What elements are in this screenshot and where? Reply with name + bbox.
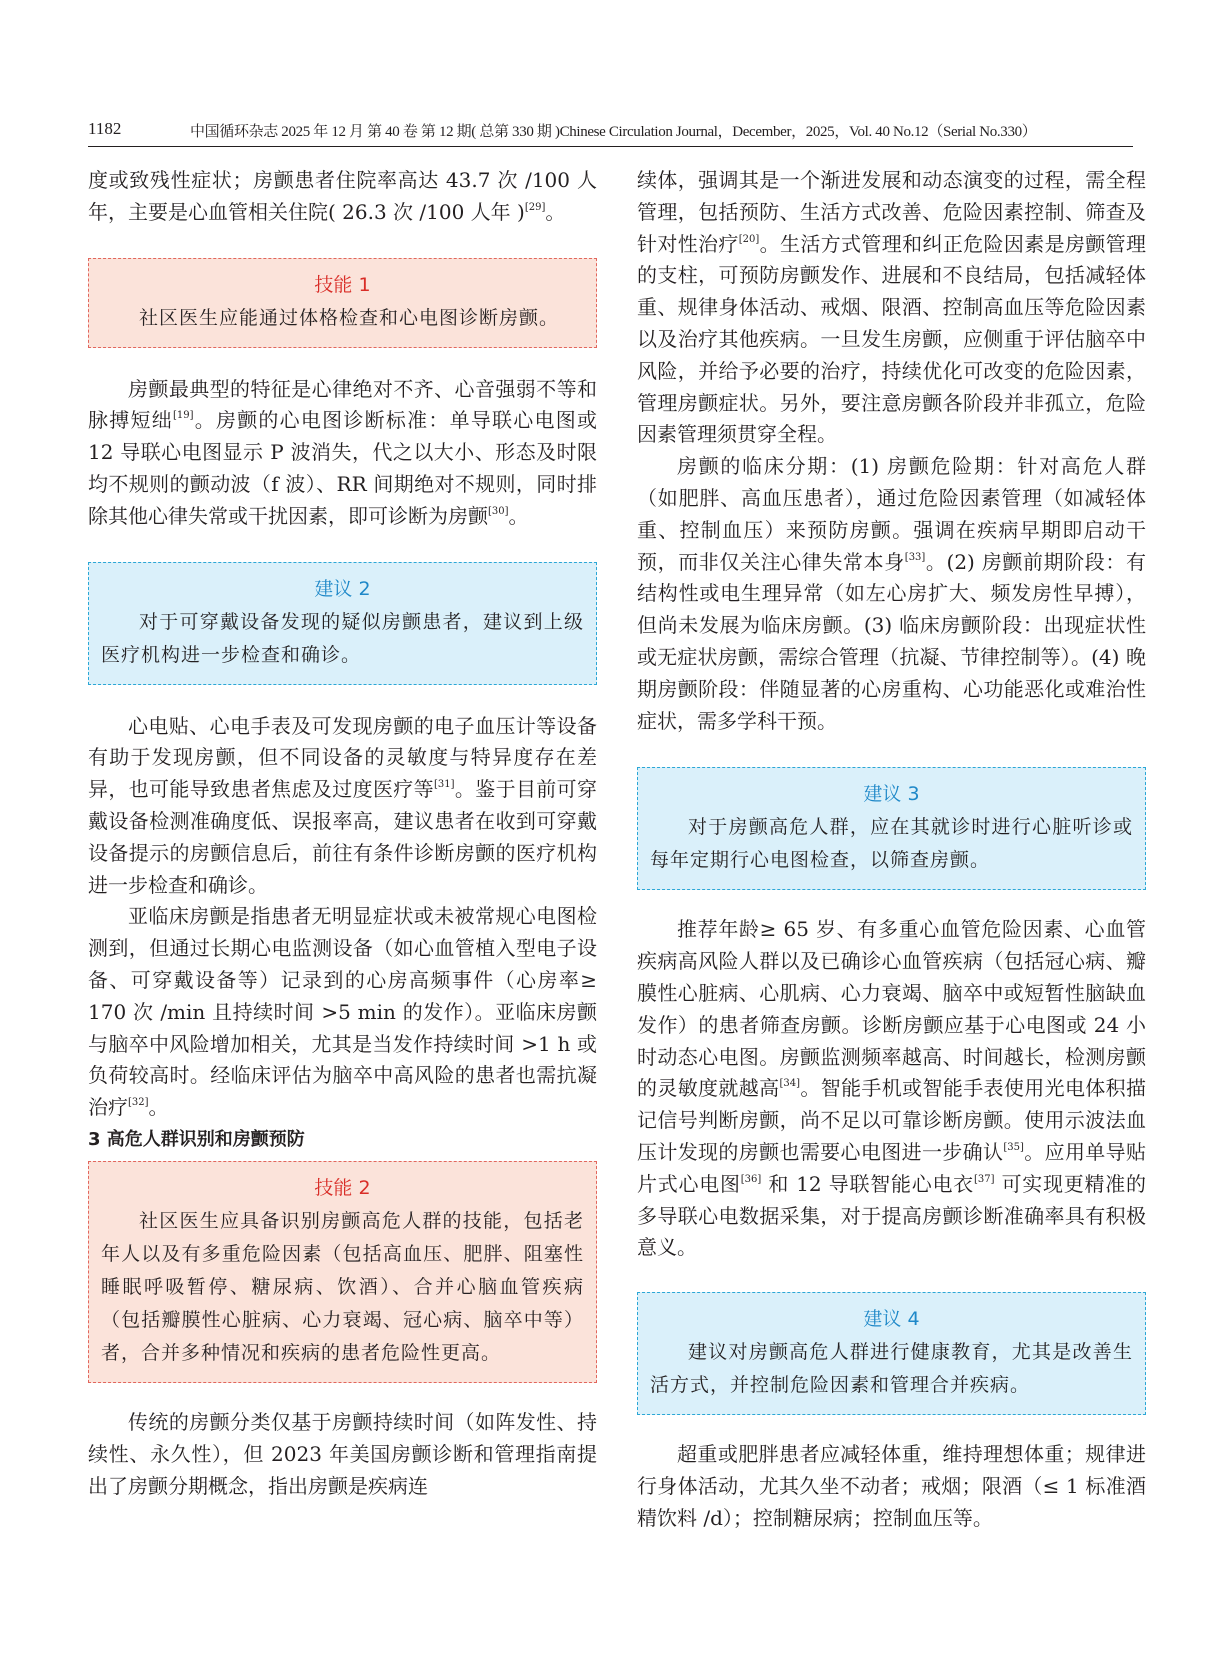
box-title: 建议 2	[314, 577, 371, 600]
box-text: 对于房颤高危人群，应在其就诊时进行心脏听诊或每年定期行心电图检查，以筛查房颤。	[650, 816, 1133, 872]
box-text: 建议对房颤高危人群进行健康教育，尤其是改善生活方式，并控制危险因素和管理合并疾病。	[650, 1341, 1133, 1397]
box-text: 社区医生应具备识别房颤高危人群的技能，包括老年人以及有多重危险因素（包括高血压、肥胖、阻塞性睡眠呼吸暂停、糖尿病、饮酒）、合并心脑血管疾病（包括瓣膜性心脏病、心力衰竭、冠心病、脑卒中等）者，合并多种情况和疾病的患者危险性更高。	[101, 1209, 584, 1364]
citation-ref[interactable]: [35]	[1003, 1141, 1024, 1153]
box-title: 技能 2	[314, 1176, 371, 1199]
paragraph: 心电贴、心电手表及可发现房颤的电子血压计等设备有助于发现房颤，但不同设备的灵敏度与特异度存在差异，也可能导致患者焦虑及过度医疗等[31]。鉴于目前可穿戴设备检测准确度低、误报率高，建议患者在收到可穿戴设备提示的房颤信息后，前往有条件诊断房颤的医疗机构进一步检查和确诊。	[88, 713, 598, 897]
box-title: 建议 3	[863, 783, 920, 806]
citation-ref[interactable]: [30]	[488, 505, 509, 517]
advice-box-3	[637, 767, 1146, 890]
box-title: 建议 4	[863, 1308, 920, 1331]
skill-box-1	[88, 258, 597, 348]
left-column	[88, 165, 597, 1502]
section-heading: 3 高危人群识别和房颤预防	[88, 1128, 305, 1150]
paragraph: 房颤最典型的特征是心律绝对不齐、心音强弱不等和脉搏短绌[19]。房颤的心电图诊断标准：单导联心电图或 12 导联心电图显示 P 波消失，代之以大小、形态及时限均不规则的颤动波（f 波）、RR 间期绝对不规则，同时排除其他心律失常或干扰因素，即可诊断为房颤[30]。	[88, 376, 598, 528]
citation-ref[interactable]: [33]	[904, 551, 926, 563]
box-title: 技能 1	[314, 273, 371, 296]
right-column	[637, 165, 1146, 1535]
citation-ref[interactable]: [32]	[128, 1097, 149, 1109]
page-number: 1182	[88, 119, 122, 138]
paragraph: 传统的房颤分类仅基于房颤持续时间（如阵发性、持续性、永久性），但 2023 年美国房颤诊断和管理指南提出了房颤分期概念，指出房颤是疾病连	[88, 1409, 597, 1498]
paragraph: 推荐年龄≥ 65 岁、有多重心血管危险因素、心血管疾病高风险人群以及已确诊心血管疾病（包括冠心病、瓣膜性心脏病、心肌病、心力衰竭、脑卒中或短暂性脑缺血发作）的患者筛查房颤。诊断房颤应基于心电图或 24 小时动态心电图。房颤监测频率越高、时间越长，检测房颤的灵敏度就越高[34]。智能手机或智能手表使用光电体积描记信号判断房颤，尚不足以可靠诊断房颤。使用示波法血压计发现的房颤也需要心电图进一步确认[35]。应用单导贴片式心电图[36] 和 12 导联智能心电衣[37] 可实现更精准的多导联心电数据采集，对于提高房颤诊断准确率具有积极意义。	[637, 917, 1147, 1260]
paragraph: 房颤的临床分期：(1) 房颤危险期：针对高危人群（如肥胖、高血压患者），通过危险因素管理（如减轻体重、控制血压）来预防房颤。强调在疾病早期即启动干预，而非仅关注心律失常本身[33]。(2) 房颤前期阶段：有结构性或电生理异常（如左心房扩大、频发房性早搏），但尚未发展为临床房颤。(3) 临床房颤阶段：出现症状性或无症状房颤，需综合管理（抗凝、节律控制等）。(4) 晚期房颤阶段：伴随显著的心房重构、心功能恶化或难治性症状，需多学科干预。	[637, 454, 1147, 733]
journal-citation-line: 中国循环杂志 2025 年 12 月 第 40 卷 第 12 期( 总第 330 期 )Chinese Circulation Journal，December，2025，Vol. 40 No.12（Serial No.330）	[190, 124, 1037, 140]
citation-ref[interactable]: [20]	[738, 233, 760, 245]
citation-ref[interactable]: [31]	[434, 779, 455, 791]
skill-box-2	[88, 1161, 597, 1383]
header-rule	[88, 146, 1133, 147]
running-header	[88, 119, 1133, 145]
box-text: 对于可穿戴设备发现的疑似房颤患者，建议到上级医疗机构进一步检查和确诊。	[101, 610, 584, 666]
paragraph: 续体，强调其是一个渐进发展和动态演变的过程，需全程管理，包括预防、生活方式改善、危险因素控制、筛查及针对性治疗[20]。生活方式管理和纠正危险因素是房颤管理的支柱，可预防房颤发作、进展和不良结局，包括减轻体重、规律身体活动、戒烟、限酒、控制高血压等危险因素以及治疗其他疾病。一旦发生房颤，应侧重于评估脑卒中风险，并给予必要的治疗，持续优化可改变的危险因素，管理房颤症状。另外，要注意房颤各阶段并非孤立，危险因素管理须贯穿全程。	[637, 168, 1147, 447]
paragraph: 亚临床房颤是指患者无明显症状或未被常规心电图检测到，但通过长期心电监测设备（如心血管植入型电子设备、可穿戴设备等）记录到的心房高频事件（心房率≥ 170 次 /min 且持续时间 >5 min 的发作）。亚临床房颤与脑卒中风险增加相关，尤其是当发作持续时间 >1 h 或负荷较高时。经临床评估为脑卒中高风险的患者也需抗凝治疗[32]。	[88, 904, 597, 1120]
citation-ref[interactable]: [37]	[973, 1173, 995, 1185]
citation-ref[interactable]: [19]	[172, 410, 194, 422]
advice-box-2	[88, 562, 597, 685]
citation-ref[interactable]: [29]	[524, 201, 546, 213]
citation-ref[interactable]: [34]	[779, 1078, 801, 1090]
box-text: 社区医生应能通过体格检查和心电图诊断房颤。	[139, 306, 560, 329]
paragraph: 度或致残性症状；房颤患者住院率高达 43.7 次 /100 人年，主要是心血管相关住院( 26.3 次 /100 人年 )[29]。	[88, 168, 597, 224]
paragraph: 超重或肥胖患者应减轻体重，维持理想体重；规律进行身体活动，尤其久坐不动者；戒烟；限酒（≤ 1 标准酒精饮料 /d）；控制糖尿病；控制血压等。	[637, 1442, 1146, 1530]
citation-ref[interactable]: [36]	[740, 1173, 762, 1185]
advice-box-4	[637, 1292, 1146, 1415]
